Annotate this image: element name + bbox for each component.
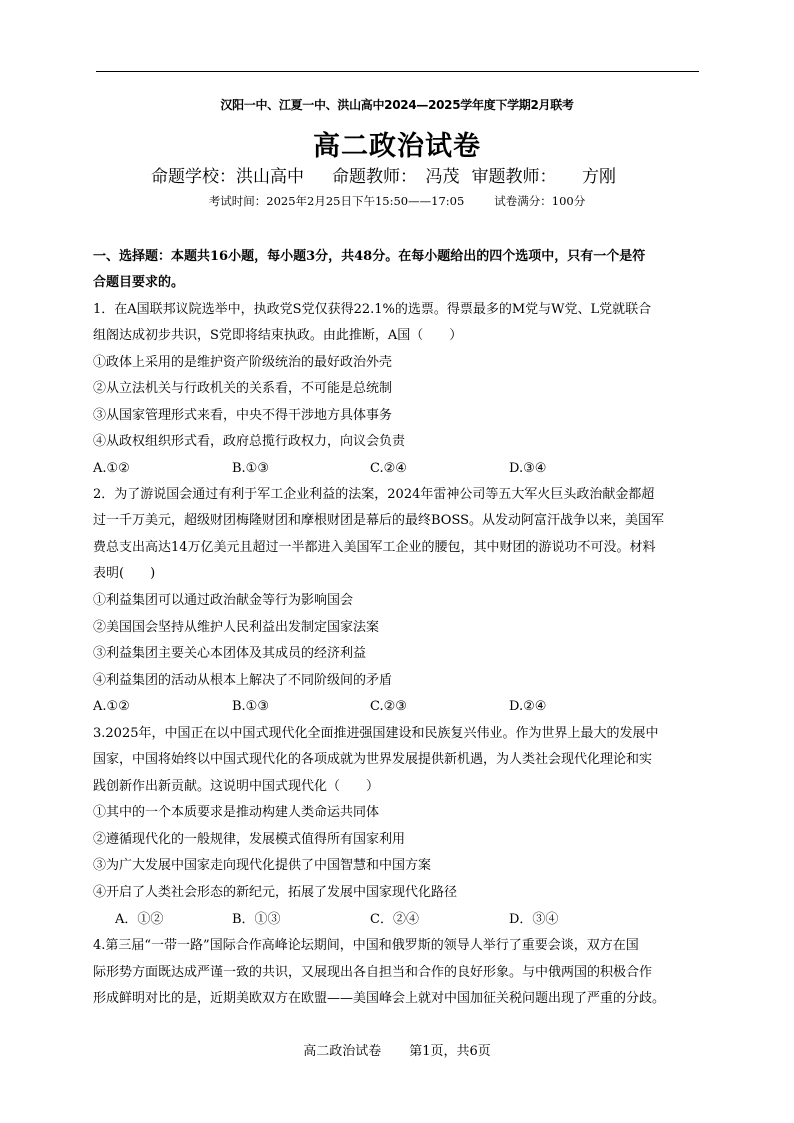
page-number: 第1页，共6页 bbox=[409, 1044, 491, 1059]
q3-option-b: B．①③ bbox=[232, 912, 281, 927]
q2-statement-3: ③利益集团主要关心本团体及其成员的经济利益 bbox=[93, 646, 367, 661]
full-score: 试卷满分：100分 bbox=[494, 194, 586, 208]
q2-option-c: C.②③ bbox=[370, 699, 407, 714]
q2-statement-4: ④利益集团的活动从根本上解决了不同阶级间的矛盾 bbox=[93, 673, 393, 688]
q1-option-d: D.③④ bbox=[509, 461, 547, 476]
exam-title: 高二政治试卷 bbox=[313, 131, 481, 162]
q3-stem-cont: 国家，中国将始终以中国式现代化的各项成就为世界发展提供新机遇，为人类社会现代化理论和实 bbox=[93, 752, 653, 767]
exam-info bbox=[0, 193, 794, 209]
q2-stem-cont: 费总支出高达14万亿美元且超过一半都进入美国军工企业的腰包，其中财团的游说功不可没。材料 bbox=[93, 540, 656, 555]
q1-statement-1: ①政体上采用的是维护资产阶级统治的最好政治外壳 bbox=[93, 355, 393, 370]
q1-statement-2: ②从立法机关与行政机关的关系看，不可能是总统制 bbox=[93, 381, 393, 396]
q1-option-b: B.①③ bbox=[232, 461, 269, 476]
staff-reviewer: 审题教师： 方刚 bbox=[471, 167, 616, 187]
school-line: 汉阳一中、江夏一中、洪山高中2024—2025学年度下学期2月联考 bbox=[220, 98, 574, 112]
q1-stem: 1．在A国联邦议院选举中，执政党S党仅获得22.1%的选票。得票最多的M党与W党、L党就联合 bbox=[93, 302, 652, 317]
q2-stem-cont: 表明( ) bbox=[93, 566, 156, 581]
footer-subject: 高二政治试卷 bbox=[303, 1044, 382, 1059]
q2-statement-2: ②美国国会坚持从维护人民利益出发制定国家法案 bbox=[93, 620, 380, 635]
q1-statement-3: ③从国家管理形式来看，中央不得干涉地方具体事务 bbox=[93, 408, 393, 423]
q4-stem: 4.第三届“一带一路”国际合作高峰论坛期间，中国和俄罗斯的领导人举行了重要会谈，双方在国 bbox=[93, 938, 639, 953]
q2-option-a: A.①② bbox=[93, 699, 130, 714]
q3-statement-2: ②遵循现代化的一般规律，发展模式值得所有国家利用 bbox=[93, 832, 406, 847]
q3-statement-4: ④开启了人类社会形态的新纪元，拓展了发展中国家现代化路径 bbox=[93, 885, 458, 900]
q4-stem-cont: 形成鲜明对比的是，近期美欧双方在欧盟——美国峰会上就对中国加征关税问题出现了严重的分歧。 bbox=[93, 991, 666, 1006]
q1-statement-4: ④从政权组织形式看，政府总揽行政权力，向议会负责 bbox=[93, 434, 406, 449]
staff-author: 命题教师： 冯茂 bbox=[332, 167, 460, 187]
page-footer bbox=[0, 1040, 794, 1059]
q1-option-a: A.①② bbox=[93, 461, 130, 476]
q2-stem: 2．为了游说国会通过有利于军工企业利益的法案，2024年雷神公司等五大军火巨头政治献金都超 bbox=[93, 487, 655, 502]
q3-option-c: C．②④ bbox=[370, 912, 419, 927]
q3-stem: 3.2025年，中国正在以中国式现代化全面推进强国建设和民族复兴伟业。作为世界上最大的发展中 bbox=[93, 726, 659, 741]
q3-statement-3: ③为广大发展中国家走向现代化提供了中国智慧和中国方案 bbox=[93, 858, 432, 873]
q1-stem-cont: 组阁达成初步共识，S党即将结束执政。由此推断，A国（ ） bbox=[93, 328, 463, 343]
q2-stem-cont: 过一千万美元，超级财团梅隆财团和摩根财团是幕后的最终BOSS。从发动阿富汗战争以来，美国军 bbox=[93, 513, 665, 528]
header-rule bbox=[96, 71, 699, 72]
q2-statement-1: ①利益集团可以通过政治献金等行为影响国会 bbox=[93, 593, 354, 608]
staff-line bbox=[151, 162, 616, 187]
q3-statement-1: ①其中的一个本质要求是推动构建人类命运共同体 bbox=[93, 805, 380, 820]
q2-option-d: D.②④ bbox=[509, 699, 547, 714]
section-heading: 一、选择题：本题共16小题，每小题3分，共48分。在每小题给出的四个选项中，只有一个是符 bbox=[93, 249, 646, 264]
q3-option-a: A．①② bbox=[115, 912, 164, 927]
exam-time: 考试时间：2025年2月25日下午15:50——17:05 bbox=[208, 194, 465, 208]
section-heading-cont: 合题目要求的。 bbox=[93, 275, 185, 290]
staff-school: 命题学校：洪山高中 bbox=[151, 167, 304, 187]
q4-stem-cont: 际形势方面既达成严谨一致的共识，又展现出各自担当和合作的良好形象。与中俄两国的积极合作 bbox=[93, 965, 653, 980]
q1-option-c: C.②④ bbox=[370, 461, 407, 476]
q3-option-d: D．③④ bbox=[509, 912, 559, 927]
q2-option-b: B.①③ bbox=[232, 699, 269, 714]
q3-stem-cont: 践创新作出新贡献。这说明中国式现代化（ ） bbox=[93, 779, 380, 794]
